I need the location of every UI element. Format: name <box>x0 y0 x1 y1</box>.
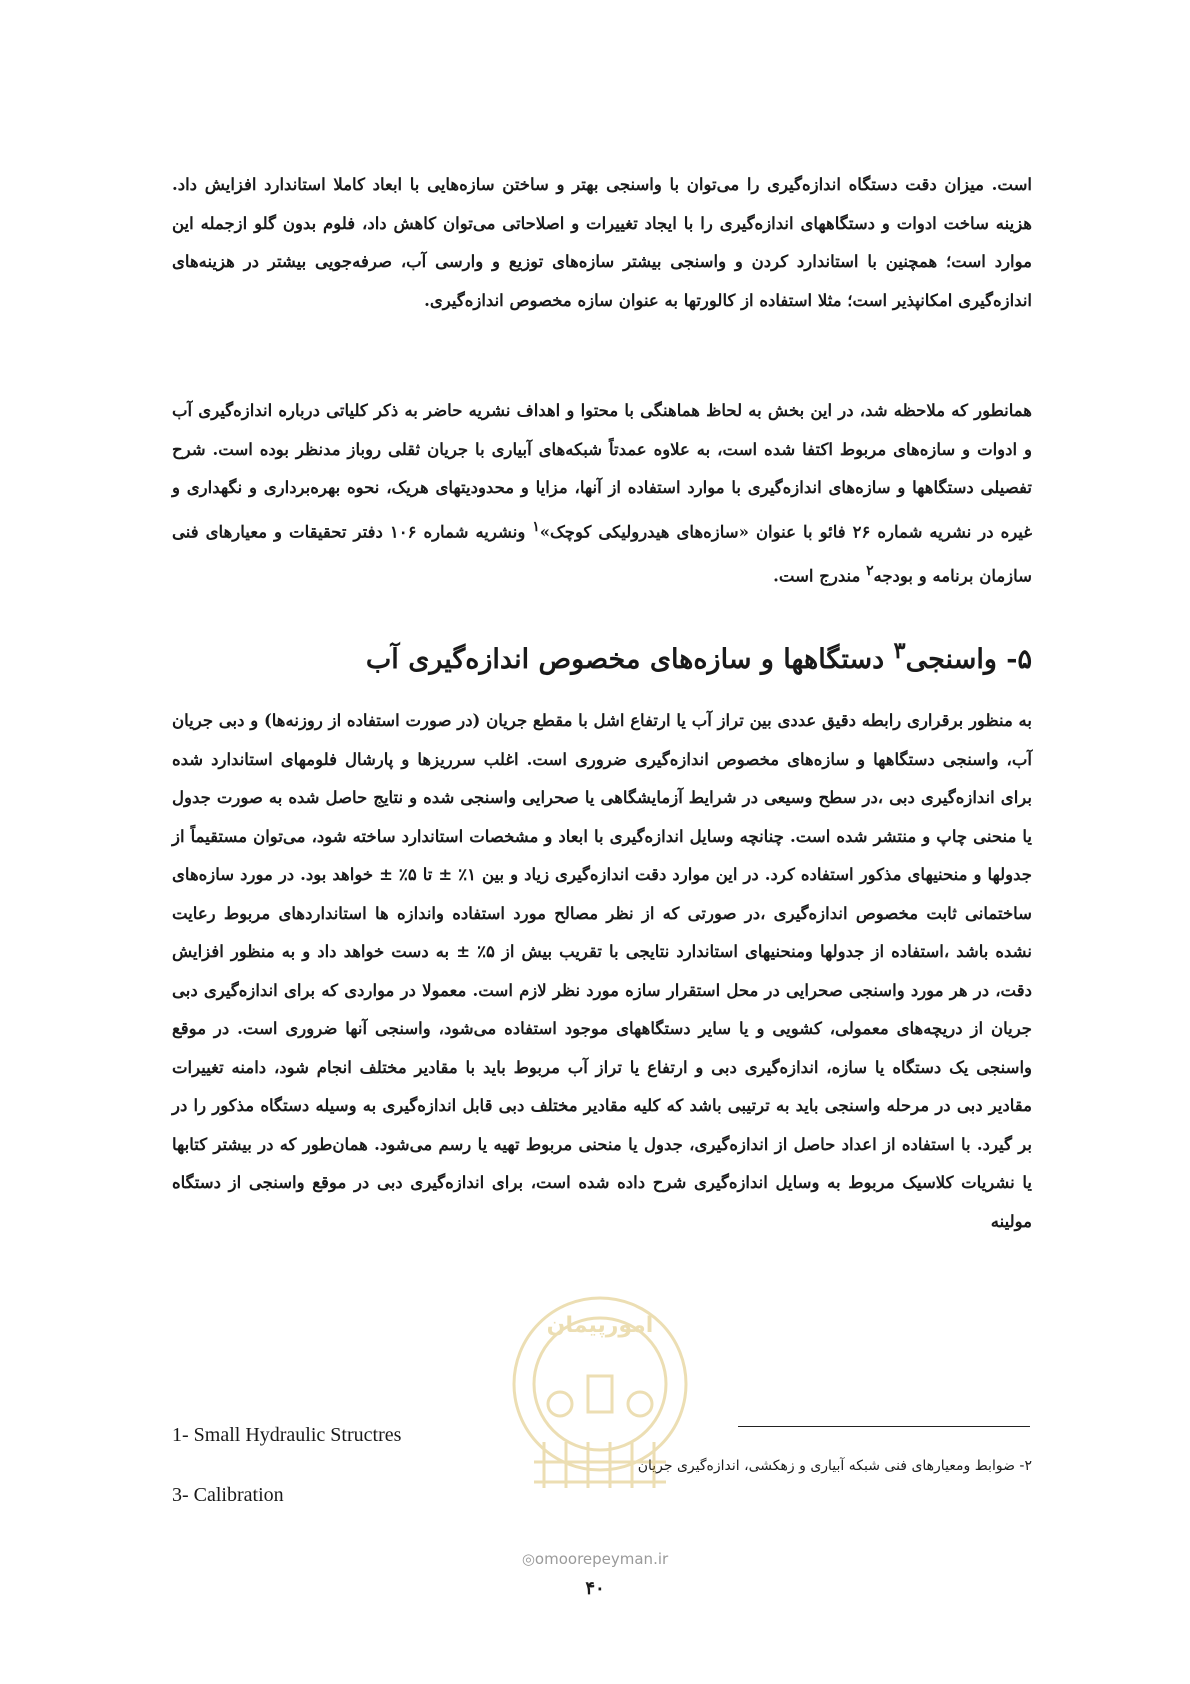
footnote-1: 1- Small Hydraulic Structres <box>172 1424 402 1446</box>
footnote-ref-1: ۱ <box>532 518 540 535</box>
watermark-site <box>0 1550 1190 1568</box>
watermark-site-text: omoorepeyman.ir <box>534 1550 669 1568</box>
paragraph-2-mid: ونشریه شماره ۱۰۶ دفتر تحقیقات و معیارهای فنی سازمان برنامه و بودجه <box>172 522 1032 585</box>
footnote-ref-3: ۳ <box>893 638 906 664</box>
watermark-logo <box>504 1292 696 1492</box>
paragraph-2-main: همانطور که ملاحظه شد، در این بخش به لحاظ هماهنگی با محتوا و اهداف نشریه حاضر به ذکر کلیاتی درباره اندازه‌گیری آب و ادوات و سازه‌های مربوط اکتفا شده است، به علاوه عمدتاً شبکه‌های آبیاری با جریان ثقلی روباز مدنظر بوده است. شرح تفصیلی دستگاهها و سازه‌های اندازه‌گیری با موارد استفاده از آنها، مزایا و محدودیتهای هریک، نحوه بهره‌برداری و نگهداری و غیره در نشریه شماره ۲۶ فائو با عنوان «سازه‌های هیدرولیکی کوچک» <box>172 401 1032 541</box>
page-number: ۴۰ <box>585 1578 605 1599</box>
paragraph-2-end: مندرج است. <box>773 566 867 585</box>
footnote-ref-2: ۲ <box>866 562 874 579</box>
paragraph-2 <box>172 392 1032 596</box>
heading-prefix: ۵- واسنجی <box>905 644 1032 675</box>
heading-suffix: دستگاهها و سازه‌های مخصوص اندازه‌گیری آب <box>365 644 894 675</box>
paragraph-3: به منظور برقراری رابطه دقیق عددی بین تراز آب یا ارتفاع اشل با مقطع جریان (در صورت استفاده از روزنه‌ها) و دبی جریان آب، واسنجی دستگاهها و سازه‌های مخصوص اندازه‌گیری ضروری است. اغلب سرریزها و پارشال فلومهای استاندارد شده برای اندازه‌گیری دبی ،در سطح وسیعی در شرایط آزمایشگاهی یا صحرایی واسنجی شده و نتایج حاصل شده به صورت جدول یا منحنی چاپ و منتشر شده است. چنانچه وسایل اندازه‌گیری با ابعاد و مشخصات استاندارد ساخته شود، می‌توان مستقیماً از جدولها و منحنیهای مذکور استفاده کرد. در این موارد دقت اندازه‌گیری زیاد و بین ۱٪ ± تا ۵٪ ± خواهد بود. در مورد سازه‌های ساختمانی ثابت مخصوص اندازه‌گیری ،در صورتی که از نظر مصالح مورد استفاده واندازه ها استانداردهای مربوط رعایت نشده باشد ،استفاده از جدولها ومنحنیهای استاندارد نتایجی با تقریب بیش از ۵٪ ± به دست خواهد داد و به منظور افزایش دقت، در هر مورد واسنجی صحرایی در محل استقرار سازه مورد نظر لازم است. معمولا در مواردی که برای اندازه‌گیری دبی جریان از دریچه‌های معمولی، کشویی و یا سایر دستگاههای موجود استفاده می‌شود، واسنجی آنها ضروری است. در موقع واسنجی یک دستگاه یا سازه، اندازه‌گیری دبی و ارتفاع یا تراز آب مربوط باید با مقادیر مختلف انجام شود، دامنه تغییرات مقادیر دبی در مرحله واسنجی باید به ترتیبی باشد که کلیه مقادیر مختلف دبی قابل اندازه‌گیری به وسیله دستگاه مذکور را در بر گیرد. با استفاده از اعداد حاصل از اندازه‌گیری، جدول یا منحنی مربوط تهیه یا رسم می‌شود. همان‌طور که در بیشتر کتابها یا نشریات کلاسیک مربوط به وسایل اندازه‌گیری شرح داده شده است، برای اندازه‌گیری دبی در موقع واسنجی از دستگاه مولینه <box>172 711 1032 1231</box>
footnote-3: 3- Calibration <box>172 1484 284 1506</box>
globe-icon: ◎ <box>521 1550 535 1568</box>
watermark-logo-text: امورپیمان <box>546 1313 654 1338</box>
section-heading <box>158 638 1032 675</box>
paragraph-1: است. میزان دقت دستگاه اندازه‌گیری را می‌توان با واسنجی بهتر و ساختن سازه‌هایی با ابعاد کاملا استاندارد افزایش داد. هزینه ساخت ادوات و دستگاههای اندازه‌گیری را با ایجاد تغییرات و اصلاحاتی می‌توان کاهش داد، فلوم بدون گلو ازجمله این موارد است؛ همچنین با استاندارد کردن و واسنجی بیشتر سازه‌های توزیع و وارسی آب، صرفه‌جویی بیشتر در هزینه‌های اندازه‌گیری امکانپذیر است؛ مثلا استفاده از کالورتها به عنوان سازه مخصوص اندازه‌گیری. <box>172 175 1032 310</box>
footnote-divider <box>738 1426 1030 1427</box>
footnote-2: ۲- ضوابط ومعیارهای فنی شبکه آبیاری و زهکشی، اندازه‌گیری جریان <box>637 1458 1032 1474</box>
